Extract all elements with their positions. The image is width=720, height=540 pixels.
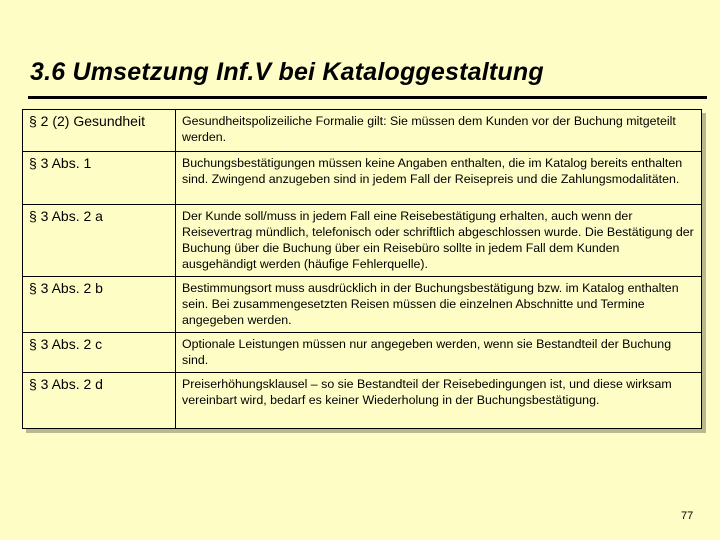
section-cell: § 3 Abs. 2 c [23, 333, 176, 373]
table-row [23, 205, 702, 277]
description-cell: Gesundheitspolizeiliche Formalie gilt: Sie müssen dem Kunden vor der Buchung mitgeteilt werden. [176, 110, 702, 152]
page-title: 3.6 Umsetzung Inf.V bei Kataloggestaltung [30, 58, 544, 86]
table-row [23, 152, 702, 205]
regulation-table-container [22, 109, 702, 429]
section-cell: § 2 (2) Gesundheit [23, 110, 176, 152]
description-cell: Buchungsbestätigungen müssen keine Angaben enthalten, die im Katalog bereits enthalten sind. Zwingend anzugeben sind in jedem Fall der Reisepreis und die Zahlungsmodalitäten. [176, 152, 702, 205]
description-cell: Bestimmungsort muss ausdrücklich in der Buchungsbestätigung bzw. im Katalog enthalten sein. Bei zusammengesetzten Reisen müssen die einzelnen Abschnitte und Termine angegeben werden. [176, 277, 702, 333]
section-cell: § 3 Abs. 2 b [23, 277, 176, 333]
table-row [23, 277, 702, 333]
table-row [23, 333, 702, 373]
description-cell: Optionale Leistungen müssen nur angegeben werden, wenn sie Bestandteil der Buchung sind. [176, 333, 702, 373]
section-cell: § 3 Abs. 2 d [23, 373, 176, 429]
description-cell: Der Kunde soll/muss in jedem Fall eine Reisebestätigung erhalten, auch wenn der Reisevertrag mündlich, telefonisch oder schriftlich abgeschlossen wurde. Die Bestätigung der Buchung über die Buchung über ein Reisebüro sollte in jedem Fall dem Kunden ausgehändigt werden (häufige Fehlerquelle). [176, 205, 702, 277]
regulation-table [22, 109, 702, 429]
section-cell: § 3 Abs. 1 [23, 152, 176, 205]
description-cell: Preiserhöhungsklausel – so sie Bestandteil der Reisebedingungen ist, und diese wirksam vereinbart wird, bedarf es keiner Wiederholung in der Buchungsbestätigung. [176, 373, 702, 429]
table-row [23, 110, 702, 152]
page-number: 77 [681, 510, 694, 522]
section-cell: § 3 Abs. 2 a [23, 205, 176, 277]
table-row [23, 373, 702, 429]
title-underline [28, 96, 707, 99]
